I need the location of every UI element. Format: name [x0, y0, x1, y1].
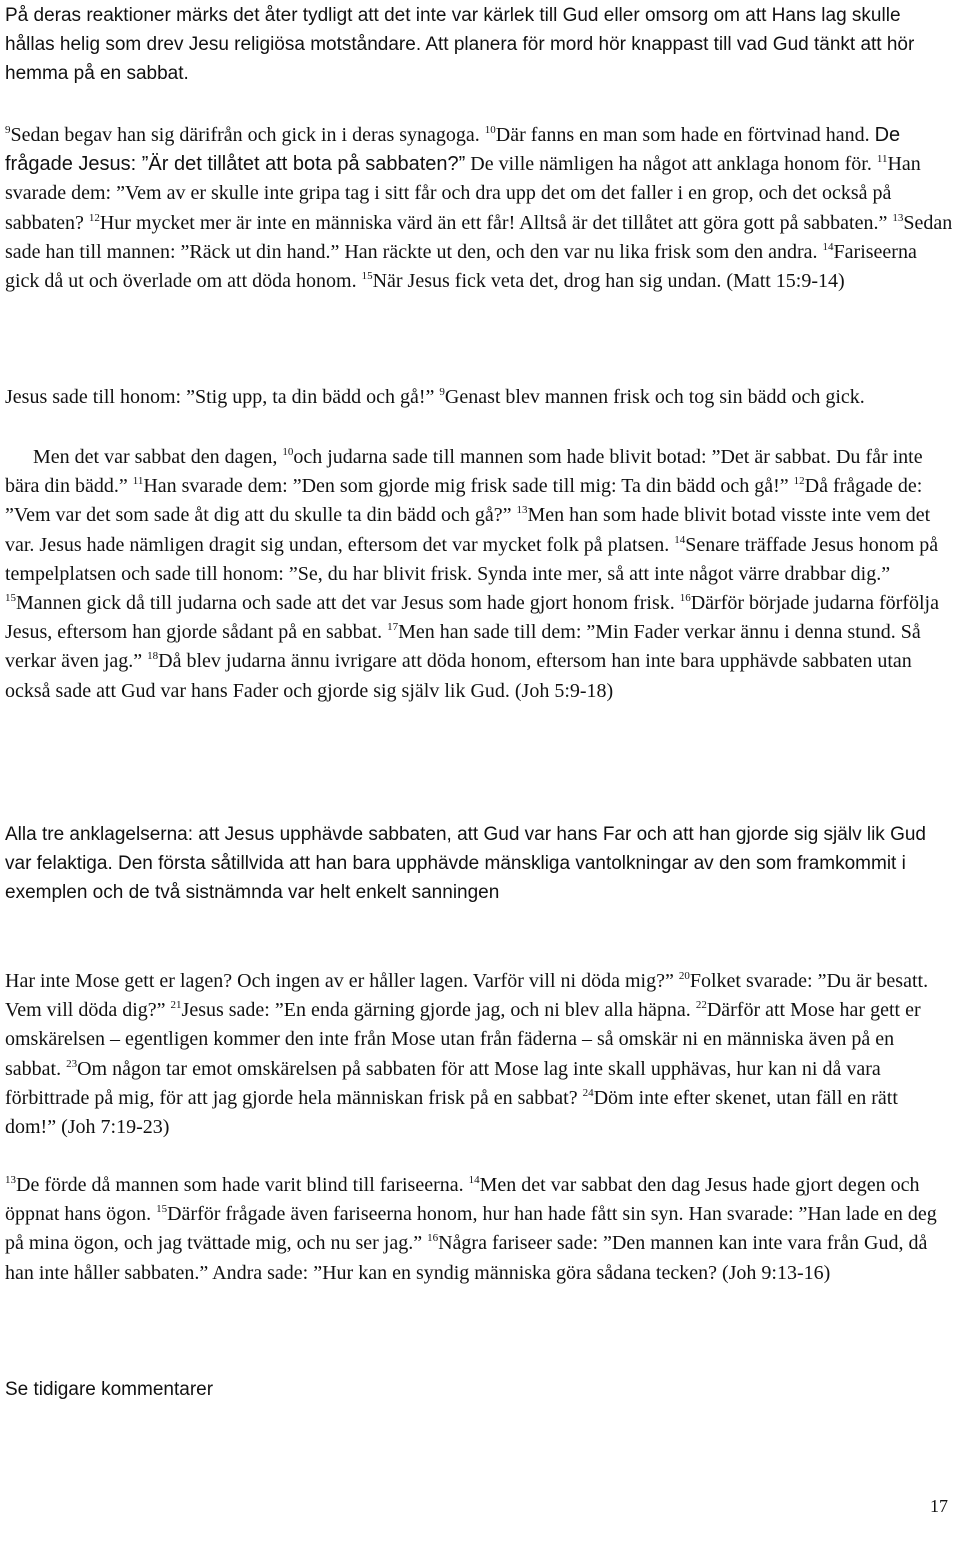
verse-number: 11 — [132, 475, 144, 488]
text-run: Där fanns en man som hade en förtvinad hand. — [495, 124, 875, 146]
verse-number: 23 — [66, 1057, 78, 1070]
page-number: 17 — [930, 1496, 948, 1516]
text-run: Men det var sabbat den dagen, — [33, 446, 283, 468]
verse-number: 20 — [678, 970, 690, 982]
verse-number: 10 — [484, 124, 496, 136]
verse-number: 15 — [5, 592, 16, 605]
verse-number: 13 — [516, 504, 528, 517]
verse-number: 16 — [427, 1232, 439, 1245]
text-run: Men det var sabbat den dag Jesus hade gjort degen och öppnat hans ögon. — [5, 1174, 920, 1226]
text-run: När Jesus fick veta det, drog han sig undan. (Matt 15:9-14) — [372, 270, 845, 293]
verse-number: 21 — [170, 999, 182, 1012]
text-run: Döm inte efter skenet, utan fäll en rätt dom!” (Joh 7:19-23) — [5, 1086, 898, 1139]
text-run: Om någon tar emot omskärelsen på sabbaten för att Mose lag inte skall upphävas, hur kan ni då vara förbittrade på mig, för att jag gjorde hela människan frisk på en sabbat? — [5, 1057, 881, 1109]
verse-number: 11 — [876, 153, 888, 166]
scripture-john5-opening-paragraph — [5, 383, 953, 412]
verse-number: 13 — [5, 1174, 16, 1186]
text-run: På deras reaktioner märks det åter tydligt att det inte var kärlek till Gud eller omsorg om att Hans lag skulle hållas helig som drev Jesu religiösa motståndare. Att planera för mord hör knappast till vad Gud tänkt att hör hemma på en sabbat. — [5, 5, 915, 85]
text-run: Se tidigare kommentarer — [5, 1379, 214, 1400]
verse-number: 14 — [674, 533, 686, 546]
scripture-john7-paragraph — [5, 967, 953, 1142]
text-run: Senare träffade Jesus honom på tempelplatsen och sade till honom: ”Se, du har blivit frisk. Synda inte mer, så att inte något värre drabbar dig.” — [5, 533, 939, 585]
commentary-paragraph — [5, 1, 953, 89]
verse-number: 12 — [793, 475, 805, 488]
verse-number: 10 — [282, 446, 294, 458]
see-earlier-comments-paragraph — [5, 1375, 953, 1404]
text-run: De ville nämligen ha något att anklaga honom för. — [465, 153, 877, 176]
text-run: Därför att Mose har gett er omskärelsen – egentligen kommer den inte från Mose utan från fäderna – så omskär ni en människa även på en sabbat. — [5, 999, 921, 1080]
text-run: Har inte Mose gett er lagen? Och ingen av er håller lagen. Varför vill ni döda mig?” — [5, 970, 679, 992]
verse-number: 18 — [147, 650, 159, 663]
verse-number: 22 — [695, 999, 707, 1012]
text-run: Då frågade de: ”Vem var det som sade åt dig att du skulle ta din bädd och gå?” — [5, 475, 923, 527]
verse-number: 9 — [439, 386, 445, 398]
text-run: Sedan sade han till mannen: ”Räck ut din hand.” Han räckte ut den, och den var nu lika frisk som den andra. — [5, 211, 953, 263]
text-run: Men han sade till dem: ”Min Fader verkar ännu i denna stund. Så verkar även jag.” — [5, 621, 921, 673]
text-run: Men han som hade blivit botad visste inte vem det var. Jesus hade nämligen dragit sig undan, eftersom det var mycket folk på platsen. — [5, 504, 931, 556]
verse-number: 13 — [892, 211, 904, 224]
commentary-accusations-paragraph — [5, 820, 953, 908]
verse-number: 9 — [5, 124, 11, 136]
text-run: De frågade Jesus: ”Är det tillåtet att bota på sabbaten?” — [5, 124, 901, 176]
scripture-john9-paragraph — [5, 1171, 953, 1288]
text-run: Han svarade dem: ”Den som gjorde mig frisk sade till mig: Ta din bädd och gå!” — [143, 475, 794, 498]
text-run: De förde då mannen som hade varit blind till fariseerna. — [16, 1174, 469, 1196]
scripture-john5-paragraph — [5, 443, 953, 706]
text-run: Några fariseer sade: ”Den mannen kan inte vara från Gud, då han inte håller sabbaten.” Andra sade: ”Hur kan en syndig människa göra sådana tecken? (Joh 9:13-16) — [5, 1232, 928, 1284]
text-run: Jesus sade till honom: ”Stig upp, ta din bädd och gå!” — [5, 386, 440, 408]
verse-number: 24 — [582, 1086, 594, 1099]
text-run: Därför frågade även fariseerna honom, hur han hade fått sin syn. Han svarade: ”Han lade en deg på mina ögon, och jag tvättade mig, och nu ser jag.” — [5, 1203, 937, 1255]
verse-number: 16 — [679, 592, 691, 605]
text-run: Han svarade dem: ”Vem av er skulle inte gripa tag i sitt får och dra upp det om det faller i en grop, och det också på sabbaten? — [5, 153, 921, 234]
verse-number: 12 — [88, 211, 100, 224]
verse-number: 15 — [361, 270, 373, 283]
text-run: och judarna sade till mannen som hade blivit botad: ”Det är sabbat. Du får inte bära din bädd.” — [5, 446, 923, 498]
verse-number: 15 — [156, 1203, 168, 1216]
text-run: Hur mycket mer är inte en människa värd än ett får! Alltså är det tillåtet att göra gott på sabbaten.” — [99, 211, 893, 234]
scripture-matthew-paragraph — [5, 121, 953, 296]
text-run: Då blev judarna ännu ivrigare att döda honom, eftersom han inte bara upphävde sabbaten utan också sade att Gud var hans Fader och gjorde sig själv lik Gud. (Joh 5:9-18) — [5, 650, 912, 702]
text-run: Fariseerna gick då ut och överlade om att döda honom. — [5, 240, 917, 293]
text-run: Sedan begav han sig därifrån och gick in i deras synagoga. — [10, 124, 485, 146]
text-run: Mannen gick då till judarna och sade att det var Jesus som hade gjort honom frisk. — [16, 592, 680, 615]
text-run: Därför började judarna förfölja Jesus, eftersom han gjorde sådant på en sabbat. — [5, 592, 939, 644]
text-run: Folket svarade: ”Du är besatt. Vem vill döda dig?” — [5, 970, 929, 1022]
verse-number: 14 — [822, 240, 834, 253]
text-run: Jesus sade: ”En enda gärning gjorde jag, och ni blev alla häpna. — [181, 999, 696, 1022]
verse-number: 14 — [468, 1174, 480, 1186]
verse-number: 17 — [387, 621, 399, 634]
text-run: Alla tre anklagelserna: att Jesus upphävde sabbaten, att Gud var hans Far och att han gjorde sig själv lik Gud var felaktiga. Den första såtillvida att han bara upphävde mänskliga vantolkningar av den som framkommit i exemplen och de två sistnämnda var helt enkelt sanningen — [5, 824, 926, 904]
text-run: Genast blev mannen frisk och tog sin bädd och gick. — [444, 386, 865, 408]
